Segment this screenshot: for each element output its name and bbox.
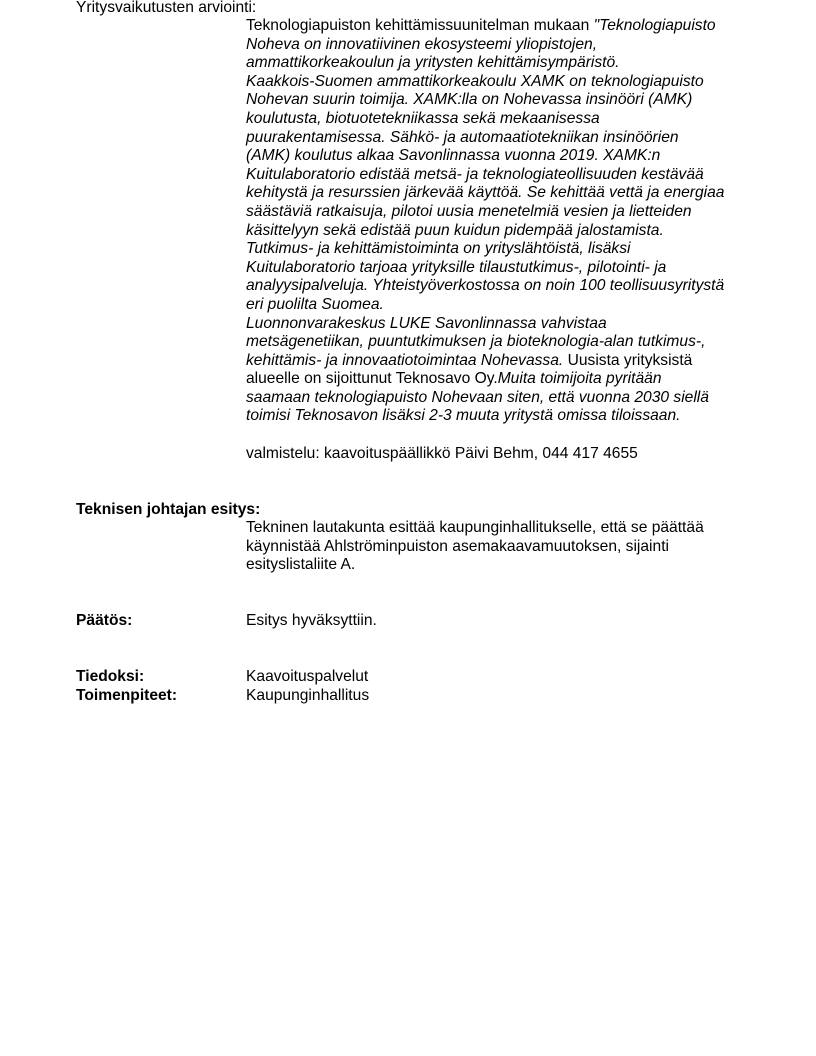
italic-text-segment: Tutkimus- ja kehittämistoiminta on yrityslähtöistä, lisäksi bbox=[246, 240, 631, 258]
italic-text-segment: Kuitulaboratorio edistää metsä- ja teknologiateollisuuden kestävää bbox=[246, 165, 704, 183]
impact-text-line bbox=[246, 389, 766, 408]
proposal-heading: Teknisen johtajan esitys: bbox=[76, 501, 261, 518]
italic-text-segment: säästäviä ratkaisuja, pilotoi uusia menetelmiä vesien ja lietteiden bbox=[246, 202, 692, 220]
proposal-line: käynnistää Ahlströminpuiston asemakaavamuutoksen, sijainti bbox=[246, 537, 669, 555]
impact-text-line bbox=[246, 91, 766, 110]
italic-text-segment: Muita toimijoita pyritään bbox=[497, 370, 662, 388]
impact-text-line bbox=[246, 147, 766, 166]
actions-label: Toimenpiteet: bbox=[76, 687, 178, 704]
italic-text-segment: Kuitulaboratorio tarjoaa yrityksille tilaustutkimus-, pilotointi- ja bbox=[246, 258, 667, 276]
impact-text-line bbox=[246, 17, 766, 36]
impact-text-line bbox=[246, 129, 766, 148]
impact-text-line bbox=[246, 352, 766, 371]
italic-text-segment: puurakentamisessa. Sähkö- ja automaatiotekniikan insinöörien bbox=[246, 128, 679, 146]
impact-text-line bbox=[246, 277, 766, 296]
impact-text-line bbox=[246, 240, 766, 259]
notice-label: Tiedoksi: bbox=[76, 668, 145, 685]
italic-text-segment: kehitystä ja resurssien järkevää käyttöä. Se kehittää vettä ja energiaa bbox=[246, 184, 725, 202]
italic-text-segment: Noheva on innovatiivinen ekosysteemi yliopistojen, bbox=[246, 35, 598, 53]
italic-text-segment: Luonnonvarakeskus LUKE Savonlinnassa vahvistaa bbox=[246, 314, 607, 332]
preparer-line: valmistelu: kaavoituspäällikkö Päivi Behm, 044 417 4655 bbox=[246, 445, 638, 462]
impact-assessment-text bbox=[246, 17, 766, 426]
italic-text-segment: Kaakkois-Suomen ammattikorkeakoulu XAMK on teknologiapuisto bbox=[246, 72, 704, 90]
decision-value: Esitys hyväksyttiin. bbox=[246, 612, 377, 629]
proposal-text bbox=[246, 519, 766, 575]
impact-text-line bbox=[246, 333, 766, 352]
proposal-line: esityslistaliite A. bbox=[246, 556, 356, 574]
impact-text-line bbox=[246, 407, 766, 426]
notice-value: Kaavoituspalvelut bbox=[246, 668, 369, 685]
italic-text-segment: saamaan teknologiapuisto Nohevaan siten, että vuonna 2030 siellä bbox=[246, 388, 709, 406]
italic-text-segment: kehittämis- ja innovaatiotoimintaa Nohevassa. bbox=[246, 351, 564, 369]
impact-assessment-heading: Yritysvaikutusten arviointi: bbox=[76, 0, 257, 16]
italic-text-segment: ammattikorkeakoulun ja yritysten kehittämisympäristö. bbox=[246, 54, 620, 72]
proposal-line: Tekninen lautakunta esittää kaupunginhallitukselle, että se päättää bbox=[246, 519, 704, 536]
text-segment: Uusista yrityksistä bbox=[563, 351, 693, 369]
impact-text-line bbox=[246, 73, 766, 92]
impact-text-line bbox=[246, 370, 766, 389]
italic-text-segment: "Teknologiapuisto bbox=[593, 17, 716, 34]
italic-text-segment: toimisi Teknosavon lisäksi 2-3 muuta yritystä omissa tiloissaan. bbox=[246, 407, 681, 425]
impact-text-line bbox=[246, 54, 766, 73]
impact-text-line bbox=[246, 110, 766, 129]
italic-text-segment: eri puolilta Suomea. bbox=[246, 295, 384, 313]
impact-text-line bbox=[246, 222, 766, 241]
italic-text-segment: (AMK) koulutus alkaa Savonlinnassa vuonna 2019. XAMK:n bbox=[246, 147, 661, 165]
italic-text-segment: käsittelyyn sekä edistää puun kuidun pidempää jalostamista. bbox=[246, 221, 664, 239]
impact-text-line bbox=[246, 296, 766, 315]
italic-text-segment: analyysipalveluja. Yhteistyöverkostossa on noin 100 teollisuusyritystä bbox=[246, 277, 725, 295]
text-segment: alueelle on sijoittunut Teknosavo Oy. bbox=[246, 370, 498, 388]
impact-text-line bbox=[246, 315, 766, 334]
decision-label: Päätös: bbox=[76, 612, 133, 629]
actions-value: Kaupunginhallitus bbox=[246, 687, 370, 704]
impact-text-line bbox=[246, 166, 766, 185]
italic-text-segment: metsägenetiikan, puuntutkimuksen ja bioteknologia-alan tutkimus-, bbox=[246, 333, 706, 351]
impact-text-line bbox=[246, 203, 766, 222]
impact-text-line bbox=[246, 184, 766, 203]
impact-text-line bbox=[246, 259, 766, 278]
italic-text-segment: Nohevan suurin toimija. XAMK:lla on Nohevassa insinööri (AMK) bbox=[246, 91, 693, 109]
italic-text-segment: koulutusta, biotuotetekniikassa sekä mekaanisessa bbox=[246, 109, 600, 127]
text-segment: Teknologiapuiston kehittämissuunitelman mukaan bbox=[246, 17, 594, 34]
impact-text-line bbox=[246, 36, 766, 55]
